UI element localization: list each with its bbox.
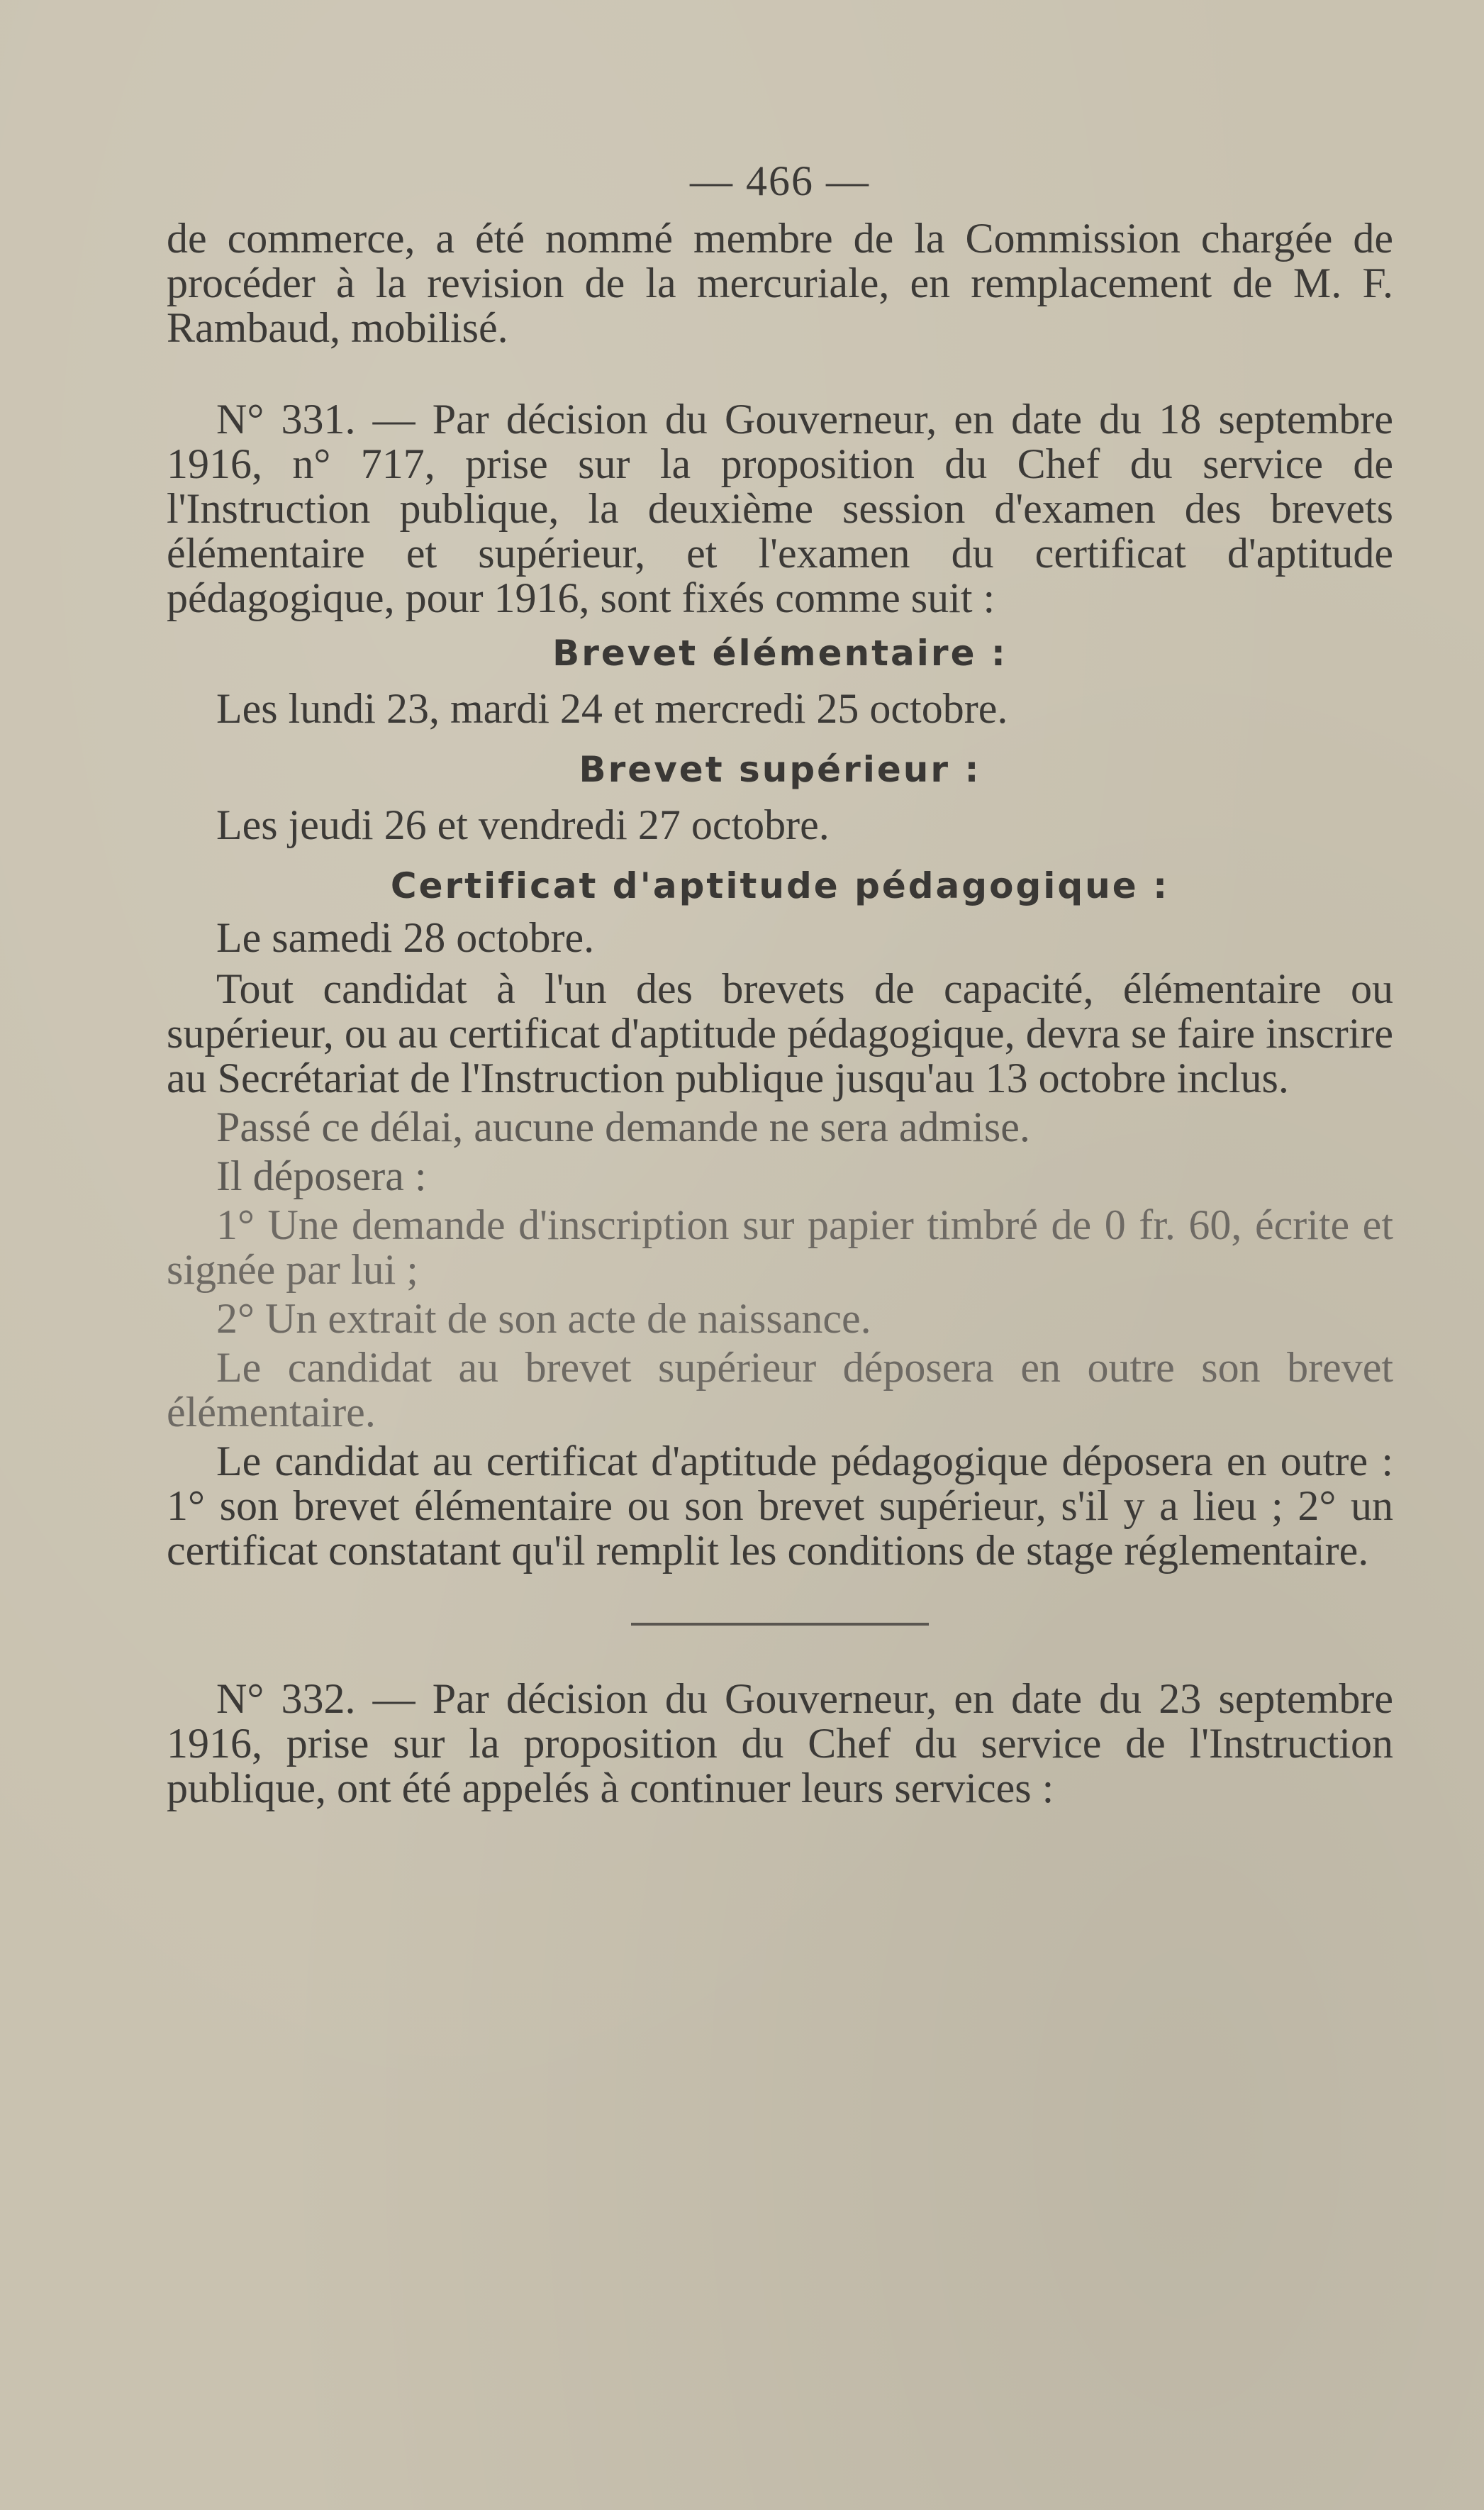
paragraph-delai: Passé ce délai, aucune demande ne sera admise. (216, 1104, 1030, 1150)
paragraph-continuation: de commerce, a été nommé membre de la Commission chargée de procéder à la revision de la mercuriale, en remplacement de M. F. Rambaud, mobilisé. (167, 215, 1393, 351)
list-item-extrait: 2° Un extrait de son acte de naissance. (216, 1295, 871, 1342)
heading-brevet-superieur: Brevet supérieur : (579, 749, 981, 790)
paragraph-certificat-depot: Le candidat au certificat d'aptitude pédagogique déposera en outre : 1° son brevet élémentaire ou son brevet supérieur, s'il y a lieu ; 2° un certificat constatant qu'il remplit les conditions de stage réglementaire. (167, 1438, 1393, 1574)
schedule-brevet-superieur: Les jeudi 26 et vendredi 27 octobre. (216, 801, 830, 848)
schedule-certificat-aptitude: Le samedi 28 octobre. (216, 914, 595, 961)
paragraph-brevet-superieur-depot: Le candidat au brevet supérieur déposera en outre son brevet élémentaire. (167, 1344, 1393, 1436)
section-divider (631, 1623, 929, 1626)
page-number: — 466 — (690, 157, 870, 204)
paragraph-inscription: Tout candidat à l'un des brevets de capacité, élémentaire ou supérieur, ou au certificat d'aptitude pédagogique, devra se faire inscrire au Secrétariat de l'Instruction publique jusqu'au 13 octobre inclus. (167, 965, 1393, 1101)
schedule-brevet-elementaire: Les lundi 23, mardi 24 et mercredi 25 octobre. (216, 685, 1008, 732)
decision-332-intro: N° 332. — Par décision du Gouverneur, en date du 23 septembre 1916, prise sur la proposition du Chef du service de l'Instruction publique, ont été appelés à continuer leurs services : (167, 1675, 1393, 1811)
list-item-demande: 1° Une demande d'inscription sur papier timbré de 0 fr. 60, écrite et signée par lui ; (167, 1201, 1393, 1293)
heading-certificat-aptitude: Certificat d'aptitude pédagogique : (390, 865, 1170, 906)
document-page (167, 152, 1393, 1811)
decision-331-intro: N° 331. — Par décision du Gouverneur, en date du 18 septembre 1916, n° 717, prise sur la proposition du Chef du service de l'Instruction publique, la deuxième session d'examen des brevets élémentaire et supérieur, et l'examen du certificat d'aptitude pédagogique, pour 1916, sont fixés comme suit : (167, 396, 1393, 621)
paragraph-deposera: Il déposera : (216, 1153, 427, 1199)
heading-brevet-elementaire: Brevet élémentaire : (552, 633, 1008, 674)
